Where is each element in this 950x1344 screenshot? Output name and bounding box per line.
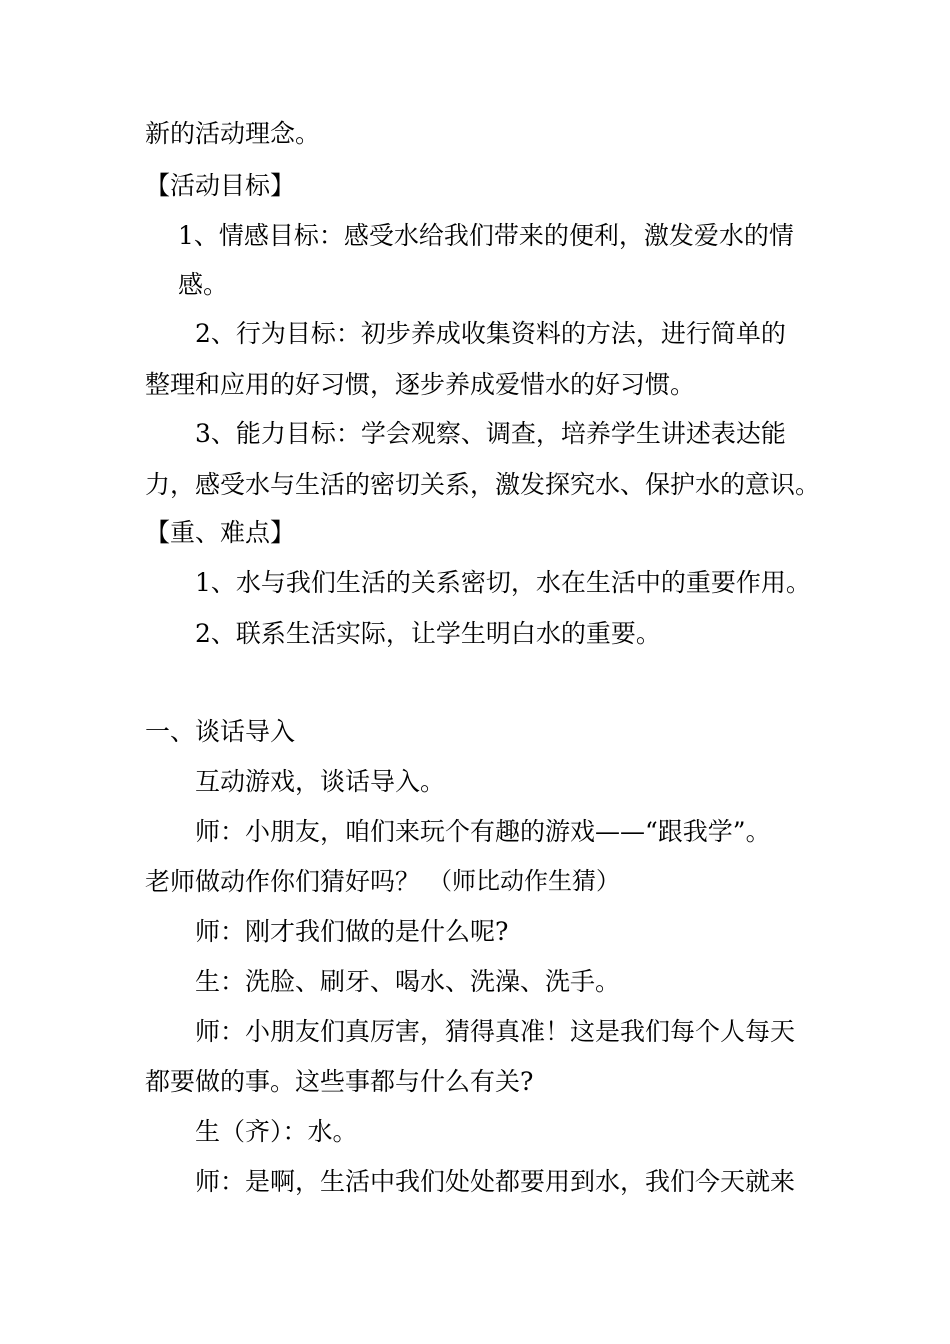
text-line-continuation: 新的活动理念。	[145, 119, 321, 148]
key-point-1: 1、水与我们生活的关系密切，水在生活中的重要作用。	[195, 568, 811, 597]
goal-item-ability: 3、能力目标：学会观察、调查，培养学生讲述表达能	[195, 419, 786, 448]
key-point-2: 2、联系生活实际，让学生明白水的重要。	[195, 619, 661, 648]
dialogue-teacher-4: 师：是啊，生活中我们处处都要用到水，我们今天就来	[195, 1167, 796, 1196]
goal-item-emotion-cont: 感。	[178, 270, 229, 299]
dialogue-teacher-2: 师：刚才我们做的是什么呢?	[195, 917, 509, 946]
dialogue-teacher-3-cont: 都要做的事。这些事都与什么有关?	[145, 1067, 534, 1096]
goal-item-behavior-cont: 整理和应用的好习惯，逐步养成爱惜水的好习惯。	[145, 370, 696, 399]
section-heading-activity-goals: 【活动目标】	[145, 171, 296, 200]
dialogue-student-1: 生：洗脸、刷牙、喝水、洗澡、洗手。	[195, 967, 621, 996]
goal-item-behavior: 2、行为目标：初步养成收集资料的方法，进行简单的	[195, 319, 786, 348]
section-heading-key-points: 【重、难点】	[145, 518, 296, 547]
dialogue-student-2: 生（齐）：水。	[195, 1117, 358, 1146]
goal-item-emotion: 1、情感目标：感受水给我们带来的便利，激发爱水的情	[178, 221, 794, 250]
dialogue-teacher-1-cont: 老师做动作你们猜好吗？	[145, 867, 421, 896]
dialogue-teacher-3: 师：小朋友们真厉害，猜得真准！这是我们每个人每天	[195, 1017, 796, 1046]
dialogue-teacher-1: 师：小朋友，咱们来玩个有趣的游戏——“跟我学”。	[195, 817, 771, 846]
section-heading-intro: 一、谈话导入	[145, 717, 296, 746]
intro-paragraph: 互动游戏，谈话导入。	[195, 767, 446, 796]
goal-item-ability-cont: 力，感受水与生活的密切关系，激发探究水、保护水的意识。	[145, 470, 821, 499]
stage-direction: （师比动作生猜）	[428, 867, 620, 895]
